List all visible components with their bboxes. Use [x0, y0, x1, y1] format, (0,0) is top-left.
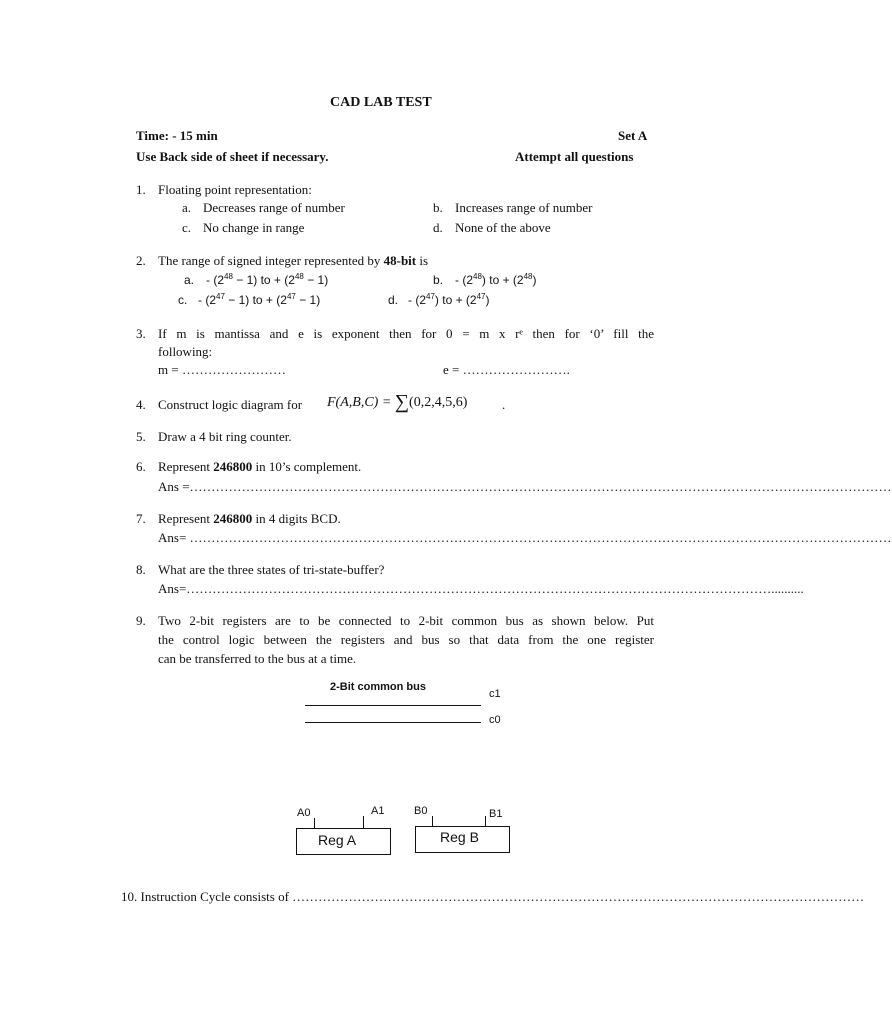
q4-period: . — [502, 397, 506, 412]
q2-text — [158, 253, 428, 269]
q9-number: 9. — [136, 613, 146, 628]
q2-text-pre: The range of signed integer represented by — [158, 253, 384, 268]
q2-option-a-label: a. — [184, 273, 195, 287]
reg-a-label: Reg A — [318, 832, 357, 848]
q9-line1: Two 2-bit registers are to be connected to 2-bit common bus as shown below. Put — [158, 613, 654, 628]
reg-b-label: Reg B — [440, 829, 479, 845]
q7-pre: Represent — [158, 511, 214, 526]
q2-option-b: - $(2^{48})$ to + $(2^{48})$ — [455, 272, 537, 287]
q8-text: What are the three states of tri-state-buffer? — [158, 562, 385, 577]
reg-a-bit1-label: A1 — [371, 805, 385, 817]
bus-c1-label: c1 — [489, 688, 501, 700]
attempt-note: Attempt all questions — [515, 149, 634, 164]
q3-m-answer: m = …………………… — [158, 362, 286, 377]
q9-line3: can be transferred to the bus at a time. — [158, 651, 357, 666]
q7-answer-line: Ans= ……………………………………………………………………………………………………………………………………………… — [158, 530, 892, 545]
q6-post: in 10’s complement. — [252, 459, 362, 474]
q4-number: 4. — [136, 397, 146, 412]
q6-bold: 246800 — [213, 459, 253, 474]
sigma-symbol: ∑ — [394, 391, 410, 413]
q7-text — [158, 511, 341, 527]
q2-text-bold: 48-bit — [383, 253, 417, 268]
q6-answer-line: Ans =……………………………………………………………………………………………………………………………………………… — [158, 479, 892, 494]
q6-number: 6. — [136, 459, 146, 474]
q9-line2: the control logic between the registers and bus so that data from the one register — [158, 632, 654, 647]
q5-number: 5. — [136, 429, 146, 444]
q1-number: 1. — [136, 182, 146, 197]
q1-option-b: Increases range of number — [455, 200, 593, 215]
q1-text: Floating point representation: — [158, 182, 312, 197]
q1-option-a-label: a. — [182, 200, 192, 215]
q10-text: 10. Instruction Cycle consists of …………………………………………………………………………………………………………………… — [121, 889, 865, 904]
q6-pre: Represent — [158, 459, 214, 474]
q3-number: 3. — [136, 326, 146, 341]
q4-formula-rhs: (0,2,4,5,6) — [409, 395, 468, 410]
q2-option-d-label: d. — [388, 293, 399, 307]
q7-post: in 4 digits BCD. — [252, 511, 341, 526]
set-label: Set A — [618, 128, 648, 143]
page-title: CAD LAB TEST — [330, 95, 432, 110]
q2-text-post: is — [416, 253, 429, 268]
q1-option-c-label: c. — [182, 220, 192, 235]
reg-b-bit0-label: B0 — [414, 805, 428, 817]
q4-formula — [327, 391, 468, 413]
q2-option-c: - $(2^{47} - 1)$ to + $(2^{47} - 1)$ — [198, 292, 321, 307]
q8-answer-line: Ans=……………………………………………………………………………………………………………………….......... — [158, 581, 804, 596]
q3-e-answer: e = ……………………. — [443, 362, 570, 377]
q1-option-d: None of the above — [455, 220, 551, 235]
reg-a-bit0-label: A0 — [297, 807, 311, 819]
q7-bold: 246800 — [213, 511, 253, 526]
q6-text — [158, 459, 361, 475]
q8-number: 8. — [136, 562, 146, 577]
q2-number: 2. — [136, 253, 146, 268]
q4-formula-lhs: F(A,B,C) = — [327, 395, 392, 410]
q2-option-b-label: b. — [433, 273, 444, 287]
q4-text: Construct logic diagram for — [158, 397, 303, 412]
q7-number: 7. — [136, 511, 146, 526]
q2-option-d: - $(2^{47})$ to + $(2^{47})$ — [408, 292, 490, 307]
q1-option-b-label: b. — [433, 200, 443, 215]
bus-c0-label: c0 — [489, 714, 501, 726]
q2-option-c-label: c. — [178, 293, 188, 307]
q3-line1: If m is mantissa and e is exponent then for 0 = m x rᵉ then for ‘0’ fill the — [158, 326, 654, 341]
bus-label: 2-Bit common bus — [330, 681, 426, 693]
backside-note: Use Back side of sheet if necessary. — [136, 149, 329, 164]
time-limit: Time: - 15 min — [136, 128, 218, 143]
q1-option-a: Decreases range of number — [203, 200, 345, 215]
q5-text: Draw a 4 bit ring counter. — [158, 429, 292, 444]
q1-option-d-label: d. — [433, 220, 443, 235]
q2-option-a: - $(2^{48} - 1)$ to + $(2^{48} - 1)$ — [206, 272, 329, 287]
reg-b-bit1-label: B1 — [489, 808, 503, 820]
q1-option-c: No change in range — [203, 220, 305, 235]
bus-line-c1 — [305, 705, 481, 706]
q3-line2: following: — [158, 344, 213, 359]
bus-line-c0 — [305, 722, 481, 723]
